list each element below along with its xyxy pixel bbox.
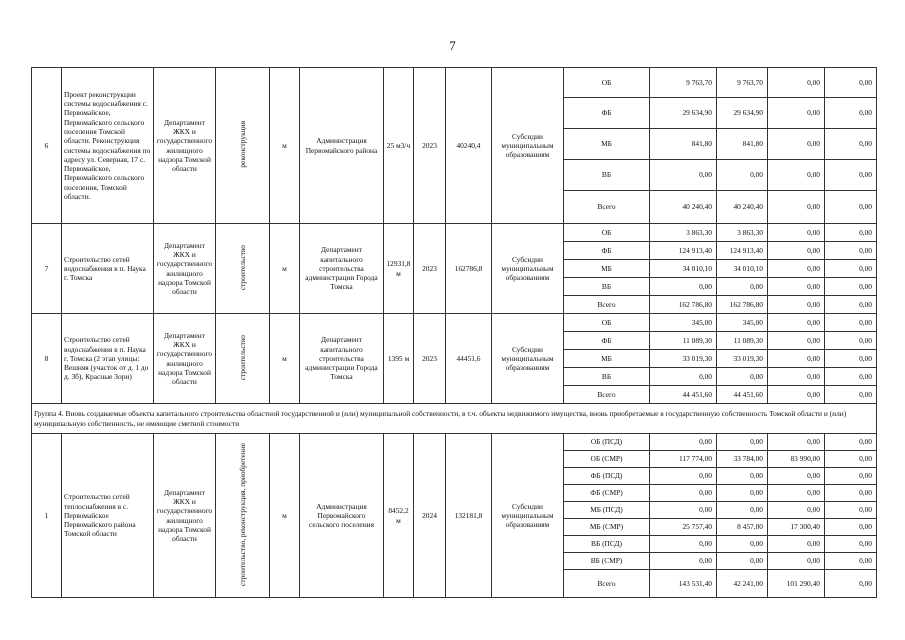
object-executor: Администрация Первомайского района bbox=[300, 68, 384, 224]
funding-total: 3 863,30 bbox=[650, 224, 717, 242]
object-department: Департамент ЖКХ и государственного жилищного надзора Томской области bbox=[154, 224, 216, 314]
object-year: 2023 bbox=[414, 314, 446, 404]
funding-source: Всего bbox=[564, 296, 650, 314]
object-funding-form: Субсидии муниципальным образованиям bbox=[492, 224, 564, 314]
funding-value-3: 0,00 bbox=[825, 129, 877, 160]
object-funding-form: Субсидии муниципальным образованиям bbox=[492, 68, 564, 224]
funding-source: ОБ bbox=[564, 68, 650, 98]
table-row bbox=[32, 68, 877, 98]
funding-value-3: 0,00 bbox=[825, 386, 877, 404]
object-type-cell bbox=[216, 224, 270, 314]
funding-source: МБ bbox=[564, 129, 650, 160]
funding-source: ВБ bbox=[564, 160, 650, 191]
funding-value-2: 0,00 bbox=[768, 296, 825, 314]
funding-value-1: 44 451,60 bbox=[717, 386, 768, 404]
funding-source: ФБ (СМР) bbox=[564, 485, 650, 502]
object-capacity: 1395 м bbox=[384, 314, 414, 404]
funding-value-3: 0,00 bbox=[825, 553, 877, 570]
funding-total: 25 757,40 bbox=[650, 519, 717, 536]
funding-total: 0,00 bbox=[650, 434, 717, 451]
funding-value-1: 42 241,00 bbox=[717, 570, 768, 598]
funding-total: 34 010,10 bbox=[650, 260, 717, 278]
object-type-cell bbox=[216, 68, 270, 224]
group-4-heading: Группа 4. Вновь создаваемые объекты капитального строительства областной государственной и (или) муниципальной собственности, в т.ч. объекты недвижимого имущества, вновь приобретаемые в государственную собственность Томской области и (или) муниципальную собственность, не имеющие сметной стоимости bbox=[32, 404, 877, 434]
funding-total: 841,80 bbox=[650, 129, 717, 160]
object-type-cell bbox=[216, 314, 270, 404]
page-number: 7 bbox=[449, 38, 456, 53]
funding-value-3: 0,00 bbox=[825, 278, 877, 296]
funding-value-3: 0,00 bbox=[825, 368, 877, 386]
object-number: 6 bbox=[32, 68, 62, 224]
funding-source: ФБ bbox=[564, 332, 650, 350]
funding-value-2: 0,00 bbox=[768, 332, 825, 350]
funding-value-1: 33 784,00 bbox=[717, 451, 768, 468]
funding-source: ВБ (ПСД) bbox=[564, 536, 650, 553]
funding-value-3: 0,00 bbox=[825, 536, 877, 553]
object-type: строительство bbox=[237, 244, 247, 290]
funding-value-2: 0,00 bbox=[768, 191, 825, 224]
funding-total: 11 089,30 bbox=[650, 332, 717, 350]
funding-source: ВБ bbox=[564, 368, 650, 386]
funding-value-3: 0,00 bbox=[825, 242, 877, 260]
object-unit: м bbox=[270, 434, 300, 598]
funding-value-2: 83 990,00 bbox=[768, 451, 825, 468]
table-row bbox=[32, 314, 877, 332]
funding-value-2: 17 300,40 bbox=[768, 519, 825, 536]
funding-source: МБ (ПСД) bbox=[564, 502, 650, 519]
funding-value-1: 0,00 bbox=[717, 160, 768, 191]
funding-value-1: 8 457,00 bbox=[717, 519, 768, 536]
object-cost: 132181,8 bbox=[446, 434, 492, 598]
funding-value-2: 0,00 bbox=[768, 68, 825, 98]
funding-source: ОБ (СМР) bbox=[564, 451, 650, 468]
funding-value-2: 0,00 bbox=[768, 129, 825, 160]
funding-value-3: 0,00 bbox=[825, 485, 877, 502]
funding-total: 143 531,40 bbox=[650, 570, 717, 598]
object-type: строительство, реконструкция, приобретение bbox=[237, 442, 247, 586]
object-number: 8 bbox=[32, 314, 62, 404]
funding-value-3: 0,00 bbox=[825, 502, 877, 519]
funding-value-2: 0,00 bbox=[768, 260, 825, 278]
object-cost: 44451,6 bbox=[446, 314, 492, 404]
object-department: Департамент ЖКХ и государственного жилищного надзора Томской области bbox=[154, 314, 216, 404]
funding-source: ФБ bbox=[564, 242, 650, 260]
funding-source: ВБ bbox=[564, 278, 650, 296]
object-number: 1 bbox=[32, 434, 62, 598]
funding-value-3: 0,00 bbox=[825, 160, 877, 191]
object-cost: 40240,4 bbox=[446, 68, 492, 224]
funding-value-1: 33 019,30 bbox=[717, 350, 768, 368]
funding-value-1: 162 786,80 bbox=[717, 296, 768, 314]
object-name: Строительство сетей теплоснабжения в с. Первомайское Первомайского района Томской области bbox=[62, 434, 154, 598]
funding-value-1: 11 089,30 bbox=[717, 332, 768, 350]
funding-value-2: 0,00 bbox=[768, 98, 825, 129]
funding-total: 33 019,30 bbox=[650, 350, 717, 368]
funding-value-2: 0,00 bbox=[768, 536, 825, 553]
funding-source: ОБ bbox=[564, 314, 650, 332]
funding-source: Всего bbox=[564, 386, 650, 404]
funding-value-3: 0,00 bbox=[825, 519, 877, 536]
funding-value-1: 0,00 bbox=[717, 468, 768, 485]
funding-total: 124 913,40 bbox=[650, 242, 717, 260]
funding-value-1: 124 913,40 bbox=[717, 242, 768, 260]
funding-value-2: 0,00 bbox=[768, 242, 825, 260]
object-department: Департамент ЖКХ и государственного жилищного надзора Томской области bbox=[154, 434, 216, 598]
object-type: строительство bbox=[237, 334, 247, 380]
funding-value-3: 0,00 bbox=[825, 191, 877, 224]
object-unit: м bbox=[270, 224, 300, 314]
funding-source: ФБ (ПСД) bbox=[564, 468, 650, 485]
funding-total: 0,00 bbox=[650, 368, 717, 386]
funding-value-1: 0,00 bbox=[717, 434, 768, 451]
funding-value-2: 0,00 bbox=[768, 278, 825, 296]
funding-total: 0,00 bbox=[650, 160, 717, 191]
funding-source: ФБ bbox=[564, 98, 650, 129]
funding-value-2: 0,00 bbox=[768, 553, 825, 570]
funding-value-3: 0,00 bbox=[825, 98, 877, 129]
funding-value-1: 40 240,40 bbox=[717, 191, 768, 224]
funding-value-1: 345,00 bbox=[717, 314, 768, 332]
object-name: Строительство сетей водоснабжения в п. Наука г. Томска (2 этап улицы: Вешняя (участок от д. 1 до д. 3б), Красные Зори) bbox=[62, 314, 154, 404]
object-cost: 162786,8 bbox=[446, 224, 492, 314]
object-funding-form: Субсидии муниципальным образованиям bbox=[492, 314, 564, 404]
funding-value-2: 0,00 bbox=[768, 368, 825, 386]
object-unit: м bbox=[270, 68, 300, 224]
objects-table bbox=[31, 67, 877, 598]
object-department: Департамент ЖКХ и государственного жилищного надзора Томской области bbox=[154, 68, 216, 224]
funding-source: МБ (СМР) bbox=[564, 519, 650, 536]
table-row bbox=[32, 434, 877, 451]
funding-value-1: 0,00 bbox=[717, 553, 768, 570]
funding-value-2: 0,00 bbox=[768, 350, 825, 368]
funding-value-1: 0,00 bbox=[717, 485, 768, 502]
funding-value-2: 0,00 bbox=[768, 314, 825, 332]
funding-value-1: 841,80 bbox=[717, 129, 768, 160]
funding-value-3: 0,00 bbox=[825, 314, 877, 332]
funding-total: 29 634,90 bbox=[650, 98, 717, 129]
funding-value-1: 0,00 bbox=[717, 368, 768, 386]
object-unit: м bbox=[270, 314, 300, 404]
funding-value-2: 0,00 bbox=[768, 434, 825, 451]
funding-source: МБ bbox=[564, 260, 650, 278]
funding-source: МБ bbox=[564, 350, 650, 368]
funding-total: 0,00 bbox=[650, 502, 717, 519]
funding-value-2: 0,00 bbox=[768, 468, 825, 485]
funding-value-2: 0,00 bbox=[768, 386, 825, 404]
funding-value-1: 9 763,70 bbox=[717, 68, 768, 98]
funding-total: 40 240,40 bbox=[650, 191, 717, 224]
object-capacity: 25 м3/ч bbox=[384, 68, 414, 224]
funding-total: 44 451,60 bbox=[650, 386, 717, 404]
funding-value-3: 0,00 bbox=[825, 468, 877, 485]
object-name: Проект реконструкции системы водоснабжения с. Первомайское, Первомайского сельского поселения Томской области. Реконструкция системы водоснабжения по адресу ул. Северная, 17 с. Первомайское, Первомайского сельского поселения, Томской области. bbox=[62, 68, 154, 224]
funding-value-3: 0,00 bbox=[825, 296, 877, 314]
funding-value-2: 0,00 bbox=[768, 485, 825, 502]
group-heading-row bbox=[32, 404, 877, 434]
object-name: Строительство сетей водоснабжения в п. Наука г. Томска bbox=[62, 224, 154, 314]
funding-value-1: 34 010,10 bbox=[717, 260, 768, 278]
object-capacity: 8452,2 м bbox=[384, 434, 414, 598]
funding-total: 0,00 bbox=[650, 278, 717, 296]
funding-source: Всего bbox=[564, 570, 650, 598]
funding-value-1: 0,00 bbox=[717, 278, 768, 296]
funding-value-2: 0,00 bbox=[768, 224, 825, 242]
funding-value-1: 3 863,30 bbox=[717, 224, 768, 242]
funding-value-3: 0,00 bbox=[825, 332, 877, 350]
object-number: 7 bbox=[32, 224, 62, 314]
object-year: 2023 bbox=[414, 224, 446, 314]
funding-value-1: 0,00 bbox=[717, 502, 768, 519]
funding-source: ОБ bbox=[564, 224, 650, 242]
object-executor: Департамент капитального строительства администрации Города Томска bbox=[300, 314, 384, 404]
funding-value-2: 0,00 bbox=[768, 160, 825, 191]
funding-total: 0,00 bbox=[650, 553, 717, 570]
funding-source: ОБ (ПСД) bbox=[564, 434, 650, 451]
funding-total: 117 774,00 bbox=[650, 451, 717, 468]
funding-value-1: 0,00 bbox=[717, 536, 768, 553]
object-year: 2024 bbox=[414, 434, 446, 598]
funding-source: ВБ (СМР) bbox=[564, 553, 650, 570]
funding-value-3: 0,00 bbox=[825, 350, 877, 368]
funding-total: 0,00 bbox=[650, 536, 717, 553]
object-year: 2023 bbox=[414, 68, 446, 224]
funding-value-3: 0,00 bbox=[825, 451, 877, 468]
object-executor: Департамент капитального строительства администрации Города Томска bbox=[300, 224, 384, 314]
funding-value-3: 0,00 bbox=[825, 570, 877, 598]
object-type-cell bbox=[216, 434, 270, 598]
table-row bbox=[32, 224, 877, 242]
object-capacity: 12931,8 м bbox=[384, 224, 414, 314]
funding-total: 9 763,70 bbox=[650, 68, 717, 98]
funding-value-1: 29 634,90 bbox=[717, 98, 768, 129]
funding-value-2: 101 290,40 bbox=[768, 570, 825, 598]
funding-total: 345,00 bbox=[650, 314, 717, 332]
funding-total: 0,00 bbox=[650, 485, 717, 502]
object-funding-form: Субсидии муниципальным образованиям bbox=[492, 434, 564, 598]
funding-total: 162 786,80 bbox=[650, 296, 717, 314]
funding-source: Всего bbox=[564, 191, 650, 224]
object-executor: Администрация Первомайского сельского поселения bbox=[300, 434, 384, 598]
funding-total: 0,00 bbox=[650, 468, 717, 485]
funding-value-3: 0,00 bbox=[825, 260, 877, 278]
object-type: реконструкция bbox=[237, 121, 247, 168]
funding-value-3: 0,00 bbox=[825, 68, 877, 98]
funding-value-3: 0,00 bbox=[825, 224, 877, 242]
funding-value-2: 0,00 bbox=[768, 502, 825, 519]
funding-value-3: 0,00 bbox=[825, 434, 877, 451]
